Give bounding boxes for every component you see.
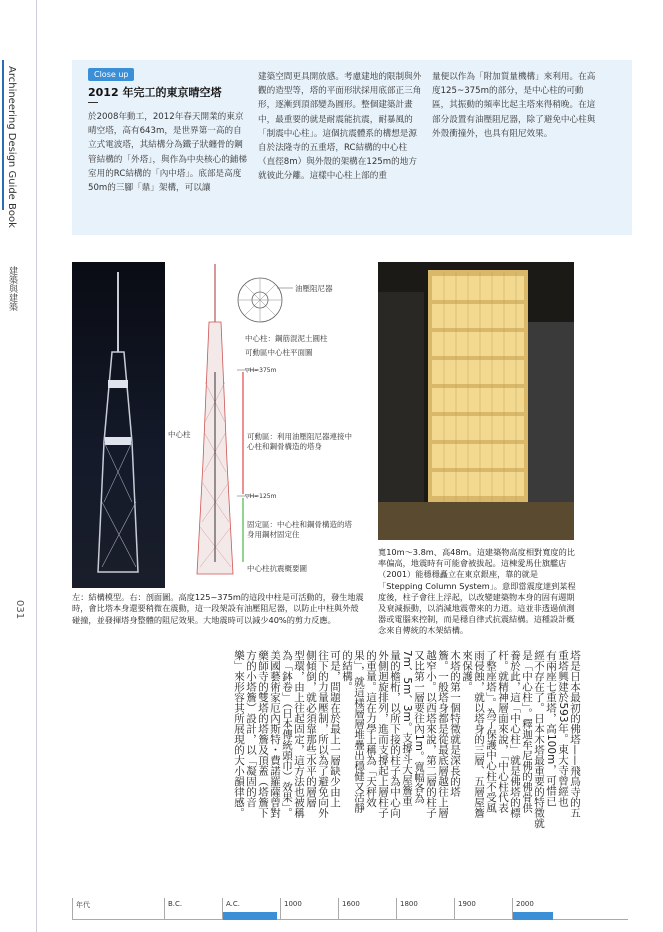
- timeline-label: 2000: [516, 900, 534, 908]
- body-column: 的結構。: [341, 650, 353, 692]
- body-column: 方的小塔簷）設計，以「凝固的音: [245, 650, 257, 808]
- label-fixed-zone: 固定區：中心柱和鋼骨構造的塔身用鋼材固定住: [247, 520, 352, 539]
- timeline-label: 1600: [342, 900, 360, 908]
- timeline-bar: [72, 898, 628, 920]
- timeline-label: 1800: [400, 900, 418, 908]
- hermes-building-illustration: [378, 262, 574, 540]
- body-column: 經不存在了。日本木塔最重要的特徵就: [533, 650, 545, 829]
- label-core-side: 中心柱: [168, 430, 191, 439]
- timeline-cell: [164, 898, 222, 920]
- timeline-label: 1900: [458, 900, 476, 908]
- body-column: 往下的力量壓制，所以為了避免向外: [317, 650, 329, 818]
- skytree-model-photo: [72, 262, 165, 588]
- closeup-title: 2012 年完工的東京晴空塔: [88, 86, 222, 99]
- timeline-cell: [222, 898, 280, 920]
- skytree-model-illustration: [72, 262, 165, 588]
- figure-left-caption: 左：結構模型。右：剖面圖。高度125~375m的這段中柱是可活動的，發生地震時，會比塔本身還要稍微在震動，這一段架設有油壓阻尼器，以防止中柱與外殼碰撞，並發揮塔身整體的阻尼效果。大地震時可以減少40%的剪力反應。: [72, 592, 364, 625]
- label-h125: ▽H=125m: [245, 493, 277, 500]
- body-column: 7m、5m、3m。支撐斗大屋簷重: [401, 650, 413, 806]
- figure-right-caption: 寬10m～3.8m、高48m。這建築物高度相對寬度的比率偏高，地震時有可能會被拔起。這棟愛馬仕旗艦店（2001）能穩穩矗立在東京銀座，靠的就是「Stepping Column System」。意即當震度達到某程度後，柱子會往上浮起，以改變建築物本身的固有週期及衰減振動，以消減地震帶來的力道。這並非透過偵測器或電腦來控制，而是穩自律式抗震結構。這種設計概念來自傳統的木架結構。: [378, 547, 576, 636]
- timeline-cell: [338, 898, 396, 920]
- timeline-highlight: [223, 912, 277, 920]
- body-column: 是「中心柱」。釋迦牟尼佛的佛骨供: [521, 650, 533, 813]
- timeline-label: A.C.: [226, 900, 241, 908]
- body-column: 越窄小。以西塔來說，第二層的柱子: [425, 650, 437, 818]
- timeline-highlight: [513, 912, 553, 920]
- closeup-tag: Close up: [88, 68, 134, 81]
- body-column: 養於此，這「中心柱」就是佛塔的標: [509, 650, 521, 818]
- title-divider: [88, 102, 98, 103]
- body-column: 外側迴旋排列，進而支撐起上層柱子: [377, 650, 389, 818]
- body-column: 了整座塔」。為了保護中心柱不受風: [485, 650, 497, 813]
- timeline-cell: [454, 898, 512, 920]
- body-column: 可是，問題在於最上一層缺少由上: [329, 650, 341, 808]
- body-column: 雨侵蝕，就以塔身的三層、五層屋簷: [473, 650, 485, 818]
- timeline-cell: [396, 898, 454, 920]
- timeline-label: B.C.: [168, 900, 183, 908]
- body-column: 杆。就精神層面來說，「中心柱代表: [497, 650, 509, 813]
- body-column: 來保護。: [461, 650, 473, 692]
- label-diagram-title: 中心柱抗震概要圖: [247, 564, 307, 573]
- page-number: 031: [14, 600, 25, 620]
- label-movable-plan: 可動區中心柱平面圖: [245, 348, 313, 357]
- closeup-col-2: 建築空間更具開放感。考慮建地的限制與外觀的造型等，塔的平面形狀採用底部正三角形，逐漸到頂部變為圓形。整個建築計畫中，最重要的就是耐震能抗震，耐暴風的「制震中心柱」。這個抗震體系的構想是源自於法隆寺的五重塔，RC結構的中心柱（直徑8m）與外殼的架構在125m的地方就彼此分離。這樣中心柱上部的重: [258, 72, 422, 182]
- figure-skytree: [72, 262, 364, 588]
- sidebar: [0, 0, 36, 932]
- body-column: 側傾倒，就必須靠那些水平的層層: [305, 650, 317, 808]
- section-diagram: [165, 262, 364, 588]
- body-column: 樂」來形容其所展現的大小韻律感。: [233, 650, 245, 818]
- body-column: 塔是日本最初的佛塔——飛鳥寺的五: [569, 650, 581, 818]
- body-column: 簷。一般塔身都是從最底層越往上層: [437, 650, 449, 818]
- body-column: 藥師寺的雙塔的塔簷及頂蓋（塔簷下: [257, 650, 269, 818]
- body-column: 美國藝術家厄內斯特・費諾羅薩曾對: [269, 650, 281, 818]
- body-text: [232, 650, 582, 860]
- body-column: 有兩座七重塔，高100m，可惜已: [545, 650, 557, 807]
- closeup-col-3: 量便以作為「附加質量機構」來利用。在高度125~375m的部分，是中心柱的可動區，其振動的頻率比起主塔來得稍晚。在這部分設置有油壓阻尼器，除了避免中心柱與外殼衝撞外，也具有阻尼效果。: [432, 72, 596, 139]
- label-damper: 油壓阻尼器: [295, 284, 333, 293]
- closeup-box: [72, 60, 632, 235]
- label-center-column: 中心柱：鋼筋混泥土圓柱: [245, 334, 328, 343]
- sidebar-rule: [36, 0, 37, 932]
- body-column: 型環，由上往起固定，這方法也被稱: [293, 650, 305, 818]
- body-column: 重塔興建於593年。東大寺曾經也: [557, 650, 569, 807]
- timeline-label: 1000: [284, 900, 302, 908]
- timeline-cell: [512, 898, 628, 920]
- label-movable-zone: 可動區：利用油壓阻尼器連接中心柱和鋼骨構造的塔身: [247, 432, 352, 451]
- label-h375: ▽H=375m: [245, 367, 277, 374]
- timeline-cell: [280, 898, 338, 920]
- body-column: 的重量。這在力學上稱為「天秤效: [365, 650, 377, 808]
- section-label: 建築與建築: [7, 266, 17, 311]
- body-column: 量的檐桁，以所下接的柱子為中心向: [389, 650, 401, 818]
- body-column: 木塔的第一個特徵就是深長的塔: [449, 650, 461, 797]
- body-column: 果」，就這樣層層堆疊出穩健又活靜: [353, 650, 365, 813]
- body-column: 又比第一層要往內1m。寬幅各為: [413, 650, 425, 804]
- body-column: 為「鉢卷」（日本傳統頭巾）效果」。: [281, 650, 293, 818]
- timeline-label: 年代: [76, 901, 90, 909]
- book-title: Archineering Design Guide Book: [6, 66, 17, 228]
- timeline-cell: [72, 898, 164, 920]
- closeup-col-1: 於2008年動工，2012年春天開業的東京晴空塔，高有643m，是世界第一高的自立式電波塔，其結構分為鐵子狀纏骨的鋼管結構的「外塔」，與作為中央核心的鋪梯室用的RC結構的「內中塔」。底部是高度50m的三腳「鼎」架構，可以讓: [88, 112, 247, 194]
- sidebar-accent: [2, 60, 4, 210]
- hermes-building-photo: [378, 262, 574, 540]
